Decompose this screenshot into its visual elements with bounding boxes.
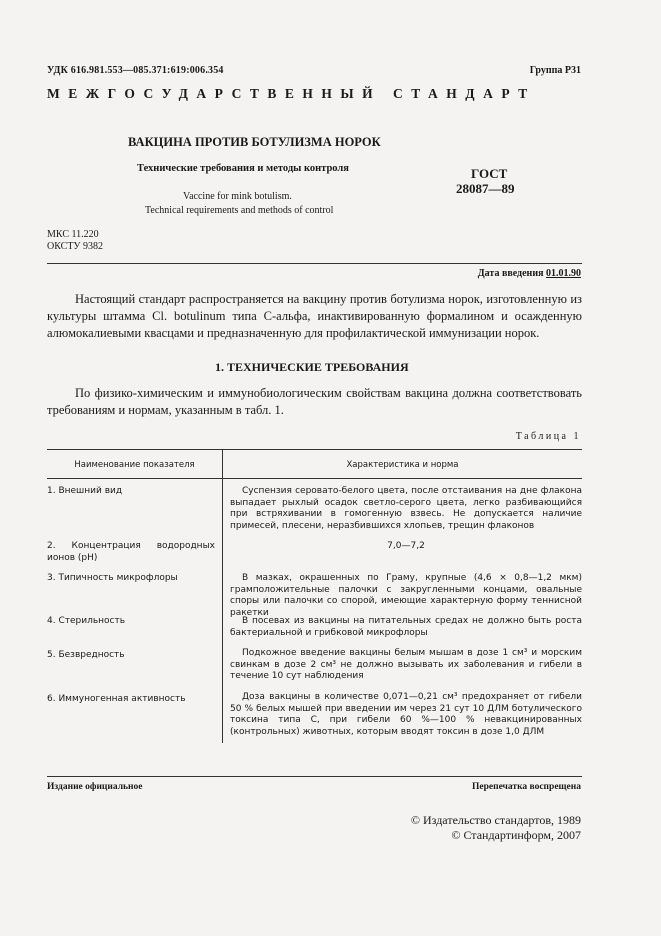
copyright-line2: © Стандартинформ, 2007: [451, 828, 581, 842]
english-title-line2: Technical requirements and methods of control: [145, 205, 334, 216]
intro-date-value: 01.01.90: [546, 268, 581, 279]
document-title: ВАКЦИНА ПРОТИВ БОТУЛИЗМА НОРОК: [128, 135, 381, 149]
table-header-rule: [47, 478, 582, 479]
reprint-prohibited-label: Перепечатка воспрещена: [471, 782, 581, 792]
table-row-value: В посевах из вакцины на питательных средах не должно быть роста бактериальной и грибковой микрофлоры: [230, 616, 582, 638]
table-header-value: Характеристика и норма: [346, 460, 459, 470]
classification-codes: [47, 229, 103, 253]
group-code: Группа Р31: [529, 65, 581, 76]
table-row-value: Доза вакцины в количестве 0,071—0,21 см³ предохраняет от гибели 50 % белых мышей при введении им через 21 сут 10 ДЛМ ботулического токсина типа С, при гибели 60 %—100 % невакцинированных (контрольных) животных, которым вводят токсин в дозе 1,0 ДЛМ: [230, 692, 582, 737]
gost-label: ГОСТ: [471, 166, 508, 181]
table-row-name: 4. Стерильность: [47, 616, 126, 626]
scope-paragraph: Настоящий стандарт распространяется на вакцину против ботулизма норок, изготовленную из культуры штамма Cl. botulinum типа С-альфа, инактивированную формалином и осажденную алюмокалиевыми квасцами и предназначенную для профилактической иммунизации норок.: [47, 292, 582, 340]
table-top-rule: [47, 449, 582, 450]
introduction-date: [478, 268, 581, 279]
table-row-name: 3. Типичность микрофлоры: [47, 573, 178, 583]
table-row-value: Подкожное введение вакцины белым мышам в дозе 1 см³ и морским свинкам в дозе 2 см³ не должно вызывать их заболевания и гибели в течение 10 сут наблюдения: [230, 648, 582, 681]
official-edition-label: Издание официальное: [47, 782, 143, 792]
table-row-name: 5. Безвредность: [47, 650, 125, 660]
header-divider: [47, 263, 582, 264]
gost-number: 28087—89: [456, 181, 515, 196]
table-row-value: В мазках, окрашенных по Граму, крупные (4,6 × 0,8—1,2 мкм) грамположительные палочки с закругленными концами, овальные споры или палочки со спорой, имеющие характерную форму теннисной ракетки: [230, 573, 582, 618]
table-column-divider: [222, 449, 223, 743]
copyright-line1: © Издательство стандартов, 1989: [410, 813, 581, 827]
document-subtitle: Технические требования и методы контроля: [137, 163, 349, 174]
table-row-name: 1. Внешний вид: [47, 486, 123, 496]
table-row-value: Суспензия серовато-белого цвета, после отстаивания на дне флакона выпадает рыхлый осадок светло-серого цвета, легко разбивающийся при встряхивании в гомогенную взвесь. Не допускается наличие примесей, плесени, неразбившихся хлопьев, трещин флаконов: [230, 486, 582, 531]
footer-divider: [47, 776, 582, 777]
table-row-name: 6. Иммуногенная активность: [47, 694, 186, 704]
table-row-value: 7,0—7,2: [387, 541, 425, 551]
mks-code: МКС 11.220: [47, 229, 99, 240]
standard-type-heading: МЕЖГОСУДАРСТВЕННЫЙ СТАНДАРТ: [47, 86, 536, 101]
english-title-line1: Vaccine for mink botulism.: [183, 191, 292, 202]
table-header-name: Наименование показателя: [74, 460, 195, 470]
udk-code: УДК 616.981.553—085.371:619:006.354: [47, 65, 224, 76]
intro-date-label: Дата введения: [477, 268, 544, 279]
section-heading: 1. ТЕХНИЧЕСКИЕ ТРЕБОВАНИЯ: [215, 360, 409, 374]
table-row-name: 2. Концентрация водородных ионов (рН): [47, 541, 215, 563]
table-caption: Таблица 1: [515, 431, 581, 442]
okstu-code: ОКСТУ 9382: [47, 241, 104, 252]
requirements-paragraph: По физико-химическим и иммунобиологическим свойствам вакцина должна соответствовать требованиям и нормам, указанным в табл. 1.: [47, 386, 582, 417]
